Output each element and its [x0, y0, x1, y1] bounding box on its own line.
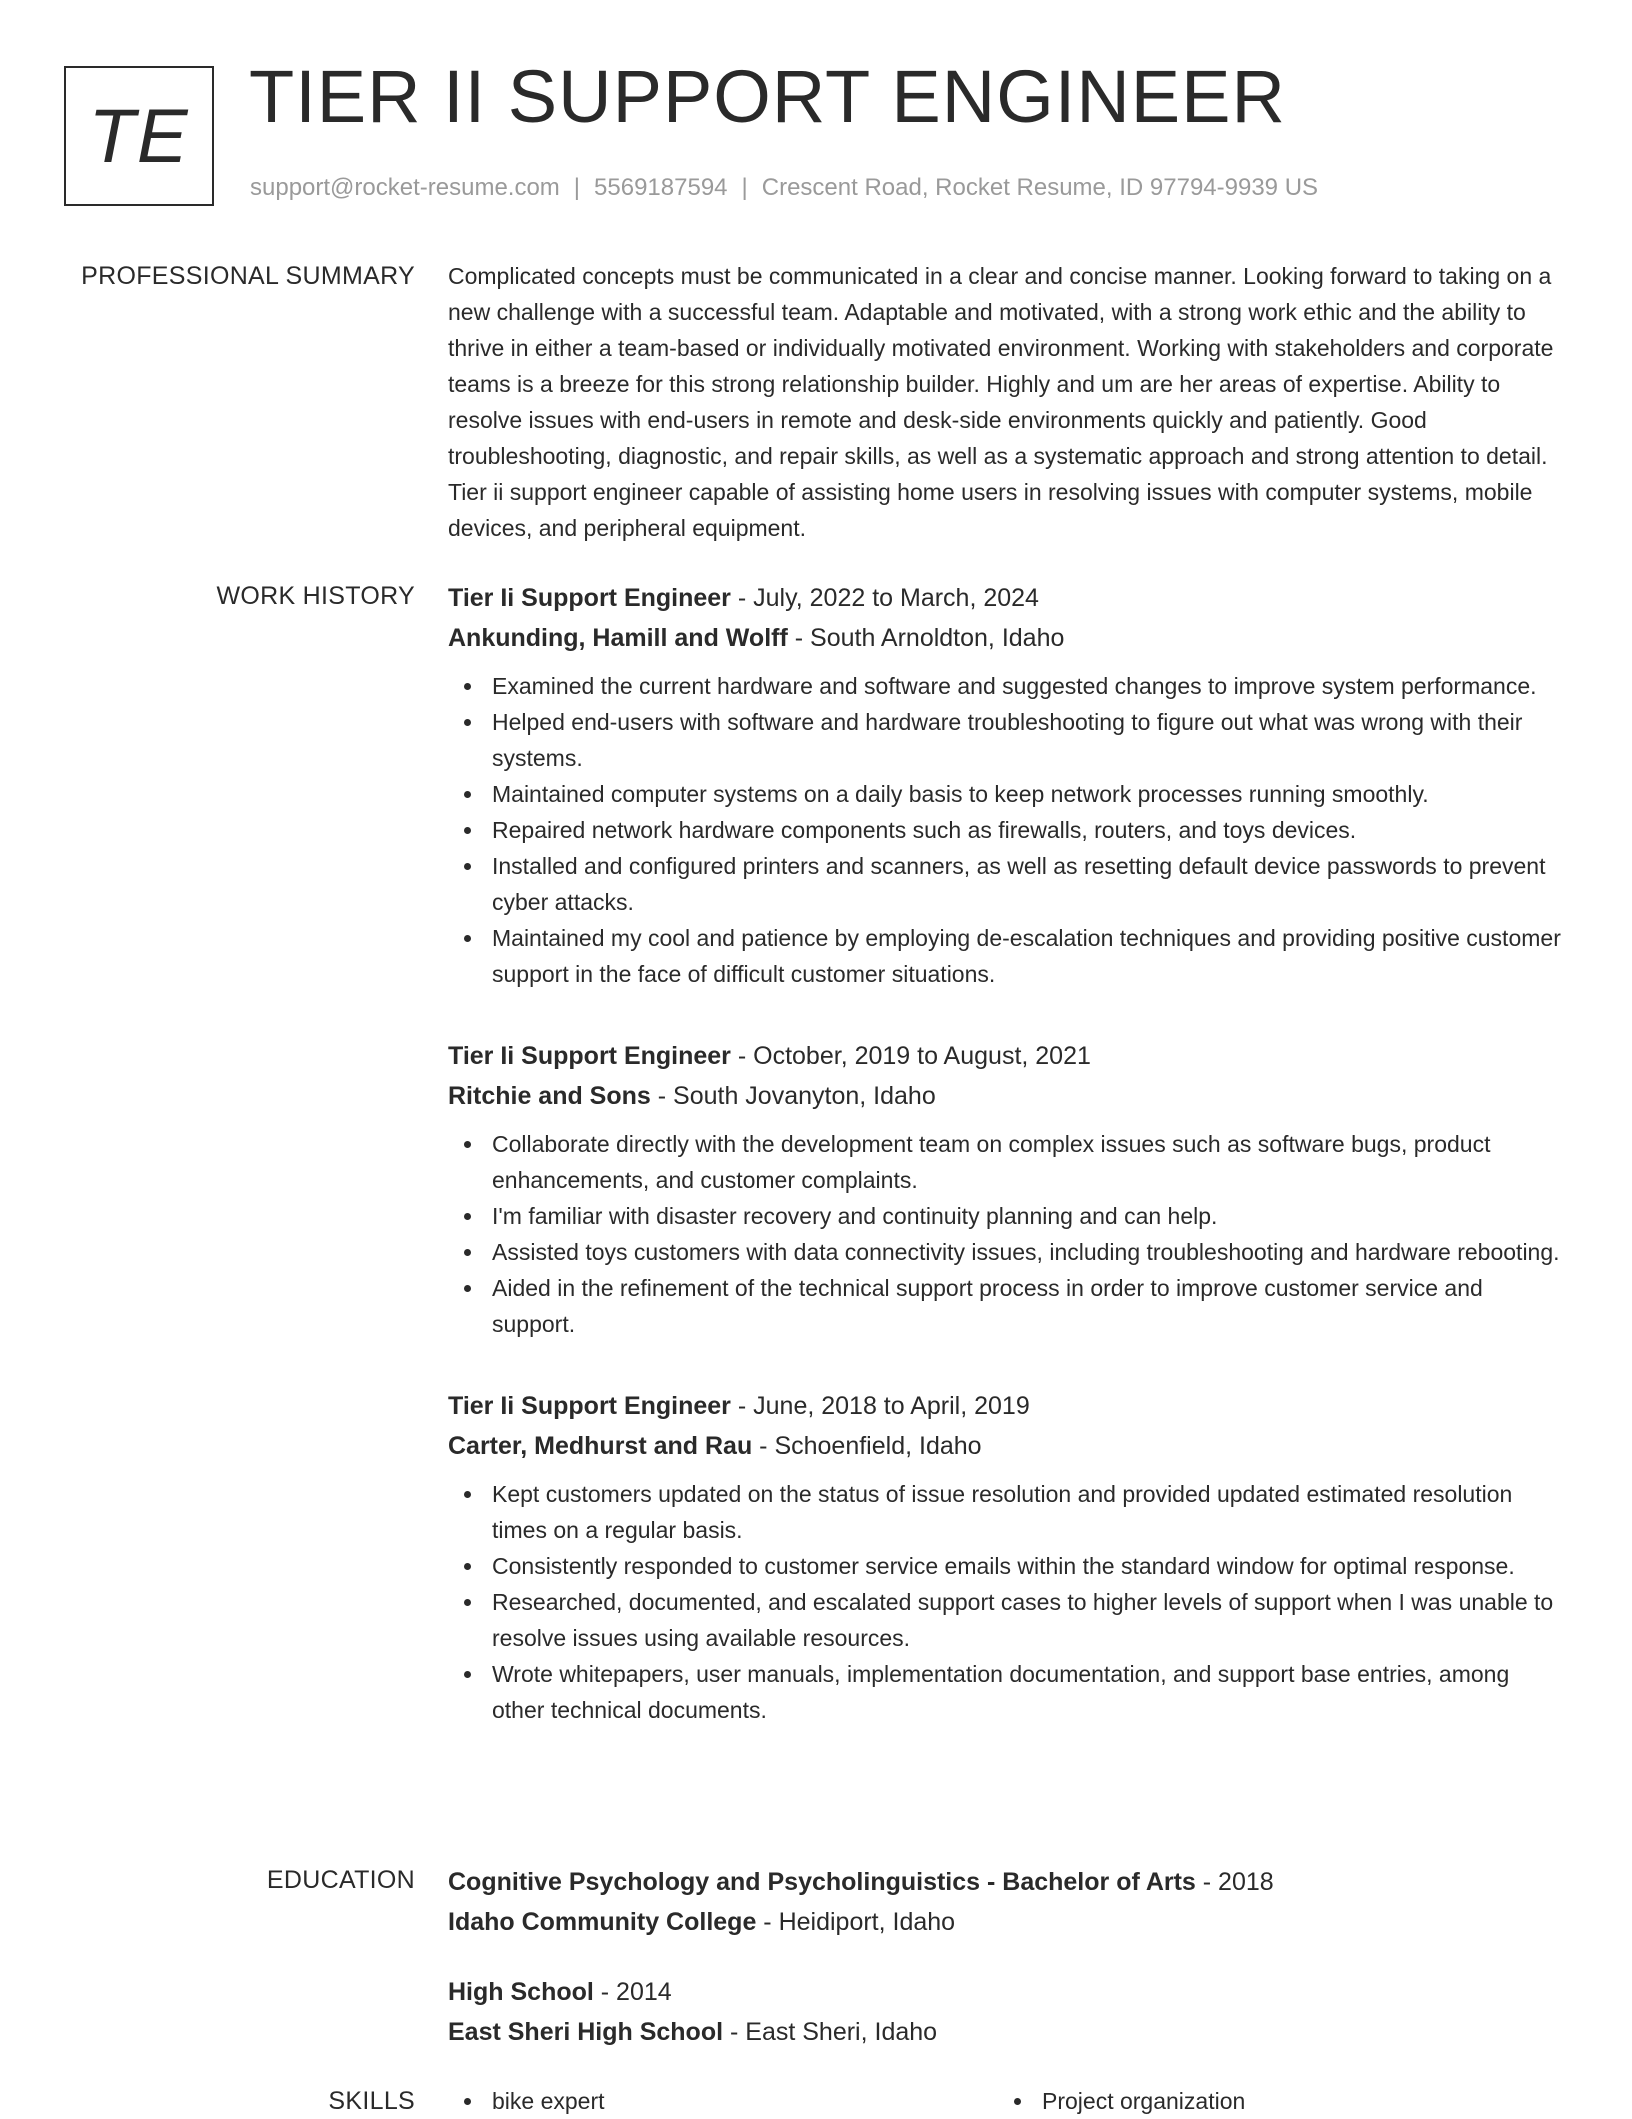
- job-company: Ankunding, Hamill and Wolff: [448, 624, 788, 652]
- skills-list-left: [448, 2083, 998, 2119]
- contact-line: [250, 174, 1318, 202]
- list-item: Helped end-users with software and hardware troubleshooting to figure out what was wrong with their systems.: [492, 704, 1563, 776]
- list-item: Wrote whitepapers, user manuals, implementation documentation, and support base entries, among other technical documents.: [492, 1656, 1563, 1728]
- summary-section: [0, 258, 1632, 546]
- education-heading: EDUCATION: [266, 1866, 415, 1894]
- contact-email: support@rocket-resume.com: [250, 174, 560, 201]
- graduation-year: - 2014: [593, 1978, 672, 2006]
- job-bullets: [448, 668, 1563, 992]
- list-item: I'm familiar with disaster recovery and continuity planning and can help.: [492, 1198, 1563, 1234]
- job-company-line: [448, 618, 1563, 658]
- contact-address: Crescent Road, Rocket Resume, ID 97794-9939 US: [761, 174, 1319, 201]
- skills-list-right: [998, 2083, 1548, 2119]
- job-location: - South Arnoldton, Idaho: [787, 624, 1065, 652]
- monogram-logo: [64, 66, 214, 206]
- job-entry: [448, 1386, 1563, 1728]
- job-company-line: [448, 1076, 1563, 1116]
- job-company: Carter, Medhurst and Rau: [448, 1432, 753, 1460]
- contact-separator: |: [741, 174, 748, 201]
- job-entry: [448, 1036, 1563, 1342]
- list-item: Assisted toys customers with data connectivity issues, including troubleshooting and hardware rebooting.: [492, 1234, 1563, 1270]
- school-line: [448, 1902, 1563, 1942]
- degree: High School: [448, 1978, 594, 2006]
- skills-heading: SKILLS: [328, 2087, 415, 2115]
- job-title-line: [448, 578, 1563, 618]
- job-title: Tier Ii Support Engineer: [448, 1392, 731, 1420]
- job-company: Ritchie and Sons: [448, 1082, 651, 1110]
- job-title: Tier Ii Support Engineer: [448, 584, 731, 612]
- job-dates: - July, 2022 to March, 2024: [730, 584, 1039, 612]
- job-location: - Schoenfield, Idaho: [752, 1432, 982, 1460]
- work-history-heading: WORK HISTORY: [216, 582, 415, 610]
- summary-text: Complicated concepts must be communicated in a clear and concise manner. Looking forward to taking on a new challenge with a successful team. Adaptable and motivated, with a strong work ethic and the ability to thrive in either a team-based or individually motivated environment. Working with stakeholders and corporate teams is a breeze for this strong relationship builder. Highly and um are her areas of expertise. Ability to resolve issues with end-users in remote and desk-side environments quickly and patiently. Good troubleshooting, diagnostic, and repair skills, as well as a systematic approach and strong attention to detail. Tier ii support engineer capable of assisting home users in resolving issues with computer systems, mobile devices, and peripheral equipment.: [448, 263, 1554, 541]
- job-entry: [448, 578, 1563, 992]
- list-item: Kept customers updated on the status of issue resolution and provided updated estimated resolution times on a regular basis.: [492, 1476, 1563, 1548]
- job-bullets: [448, 1126, 1563, 1342]
- list-item: Installed and configured printers and scanners, as well as resetting default device passwords to prevent cyber attacks.: [492, 848, 1563, 920]
- list-item: Examined the current hardware and software and suggested changes to improve system performance.: [492, 668, 1563, 704]
- work-history-section: [0, 578, 1632, 1772]
- education-entry: [448, 1972, 1563, 2052]
- list-item: Collaborate directly with the development team on complex issues such as software bugs, product enhancements, and customer complaints.: [492, 1126, 1563, 1198]
- graduation-year: - 2018: [1195, 1868, 1274, 1896]
- school-line: [448, 2012, 1563, 2052]
- summary-heading: PROFESSIONAL SUMMARY: [81, 262, 415, 290]
- list-item: Researched, documented, and escalated support cases to higher levels of support when I was unable to resolve issues using available resources.: [492, 1584, 1563, 1656]
- job-location: - South Jovanyton, Idaho: [650, 1082, 936, 1110]
- degree-line: [448, 1972, 1563, 2012]
- school-location: - East Sheri, Idaho: [723, 2018, 938, 2046]
- school: East Sheri High School: [448, 2018, 724, 2046]
- skill-item: bike expert: [492, 2083, 998, 2119]
- monogram-text: TE: [88, 93, 190, 179]
- degree-line: [448, 1862, 1563, 1902]
- degree: Cognitive Psychology and Psycholinguistics - Bachelor of Arts: [448, 1868, 1196, 1896]
- list-item: Maintained computer systems on a daily basis to keep network processes running smoothly.: [492, 776, 1563, 812]
- school-location: - Heidiport, Idaho: [756, 1908, 956, 1936]
- contact-phone: 5569187594: [594, 174, 728, 201]
- education-entry: [448, 1862, 1563, 1942]
- contact-separator: |: [573, 174, 581, 201]
- skills-section: [0, 2083, 1632, 2119]
- list-item: Repaired network hardware components such as firewalls, routers, and toys devices.: [492, 812, 1563, 848]
- resume-title: TIER II SUPPORT ENGINEER: [249, 55, 1286, 138]
- skills-columns: [448, 2083, 1563, 2119]
- job-title-line: [448, 1386, 1563, 1426]
- job-title: Tier Ii Support Engineer: [448, 1042, 731, 1070]
- job-company-line: [448, 1426, 1563, 1466]
- list-item: Aided in the refinement of the technical support process in order to improve customer service and support.: [492, 1270, 1563, 1342]
- job-bullets: [448, 1476, 1563, 1728]
- education-section: [0, 1862, 1632, 2082]
- school: Idaho Community College: [448, 1908, 757, 1936]
- list-item: Consistently responded to customer service emails within the standard window for optimal response.: [492, 1548, 1563, 1584]
- job-dates: - October, 2019 to August, 2021: [730, 1042, 1091, 1070]
- skill-item: Project organization: [1042, 2083, 1548, 2119]
- job-dates: - June, 2018 to April, 2019: [730, 1392, 1030, 1420]
- job-title-line: [448, 1036, 1563, 1076]
- list-item: Maintained my cool and patience by employing de-escalation techniques and providing positive customer support in the face of difficult customer situations.: [492, 920, 1563, 992]
